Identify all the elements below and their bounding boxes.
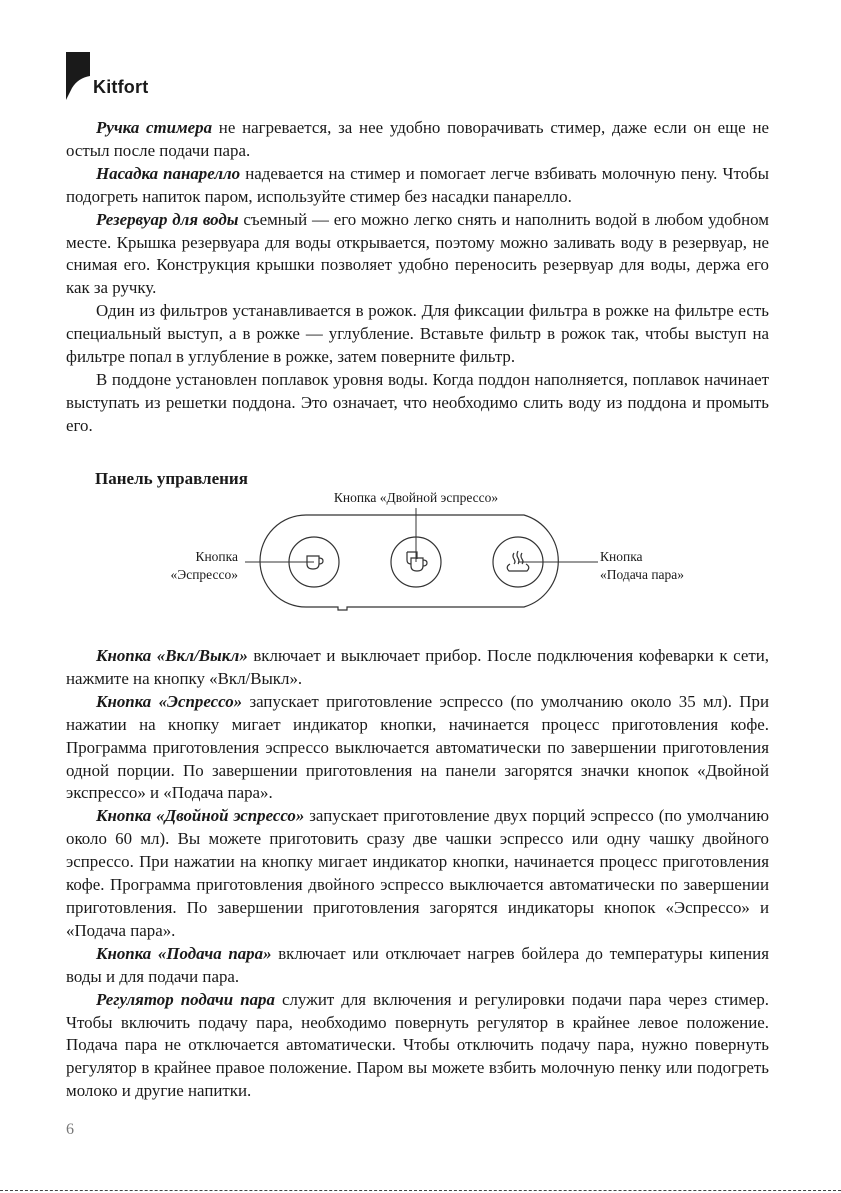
term: Резервуар для воды (96, 209, 239, 229)
intro-text (66, 117, 769, 438)
paragraph: Кнопка «Вкл/Выкл» включает и выключает прибор. После подключения кофеварки к сети, нажмите на кнопку «Вкл/Выкл». (66, 646, 769, 688)
page-edge-rule (0, 1190, 841, 1191)
term: Кнопка «Двойной эспрессо» (96, 806, 305, 826)
brand-name: Kitfort (93, 77, 149, 97)
paragraph: Регулятор подачи пара служит для включения и регулировки подачи пара через стимер. Чтобы включить подачу пара, необходимо повернуть регулятор в крайнее левое положение. Подача пара не отключается автоматически. Чтобы отключить подачу пара, нужно повернуть регулятор в крайнее правое положение. Паром вы можете взбить молочную пенку или подогреть молоко и другие напитки. (66, 989, 769, 1101)
paragraph: Насадка панарелло надевается на стимер и помогает легче взбивать молочную пену. Чтобы подогреть напиток паром, используйте стимер без насадки панарелло. (66, 163, 769, 206)
term: Кнопка «Вкл/Выкл» (96, 646, 248, 665)
term: Кнопка «Эспрессо» (96, 691, 243, 711)
label-espresso-line2: «Эспрессо» (170, 567, 238, 582)
paragraph: Один из фильтров устанавливается в рожок. Для фиксации фильтра в рожке на фильтре есть специальный выступ, а в рожке — углубление. Вставьте фильтр в рожок так, чтобы выступ на фильтре попал в углубление в рожке, затем поверните фильтр. (66, 301, 769, 367)
double-cup-icon (407, 552, 427, 571)
paragraph: В поддоне установлен поплавок уровня воды. Когда поддон наполняется, поплавок начинает выступать из решетки поддона. Это означает, что необходимо слить воду из поддона и промыть его. (66, 369, 769, 435)
term: Кнопка «Подача пара» (96, 943, 272, 963)
brand-logo (66, 52, 186, 100)
term: Регулятор подачи пара (96, 989, 275, 1009)
control-panel-diagram (150, 486, 710, 616)
label-double-espresso: Кнопка «Двойной эспрессо» (333, 490, 499, 505)
steam-icon (507, 551, 529, 571)
buttons-text (66, 645, 769, 1103)
section-title: Панель управления (95, 469, 248, 488)
term: Насадка панарелло (96, 163, 241, 183)
term: Ручка стимера (96, 118, 213, 137)
label-steam-line1: Кнопка (600, 549, 643, 564)
label-steam-line2: «Подача пара» (600, 567, 685, 582)
paragraph: Кнопка «Эспрессо» запускает приготовление эспрессо (по умолчанию около 35 мл). При нажатии на кнопку мигает индикатор кнопки, начинается процесс приготовления кофе. Программа приготовления эспрессо выключается автоматически по завершении приготовления одной порции. По завершении приготовления на панели загорятся значки кнопок «Двойной экспрессо» и «Подача пара». (66, 691, 769, 803)
paragraph: Кнопка «Двойной эспрессо» запускает приготовление двух порций эспрессо (по умолчанию около 60 мл). Вы можете приготовить сразу две чашки эспрессо или одну чашку двойного эспрессо. При нажатии на кнопку мигает индикатор кнопки, начинается процесс приготовления кофе. Программа приготовления двойного эспрессо выключается автоматически по завершении приготовления. По завершении приготовления загорятся индикаторы кнопок «Эспрессо» и «Подача пара». (66, 806, 769, 940)
paragraph: Резервуар для воды съемный — его можно легко снять и наполнить водой в любом удобном месте. Крышка резервуара для воды открывается, поэтому можно заливать воду в резервуар, не снимая его. Конструкция крышки позволяет удобно переносить резервуар для воды, держа его как за ручку. (66, 209, 769, 298)
kitfort-logo-mark-icon (66, 52, 90, 100)
page-number: 6 (66, 1121, 74, 1138)
paragraph: Кнопка «Подача пара» включает или отключает нагрев бойлера до температуры кипения воды и для подачи пара. (66, 943, 769, 986)
paragraph: Ручка стимера не нагревается, за нее удобно поворачивать стимер, даже если он еще не остыл после подачи пара. (66, 118, 769, 160)
label-espresso-line1: Кнопка (195, 549, 238, 564)
